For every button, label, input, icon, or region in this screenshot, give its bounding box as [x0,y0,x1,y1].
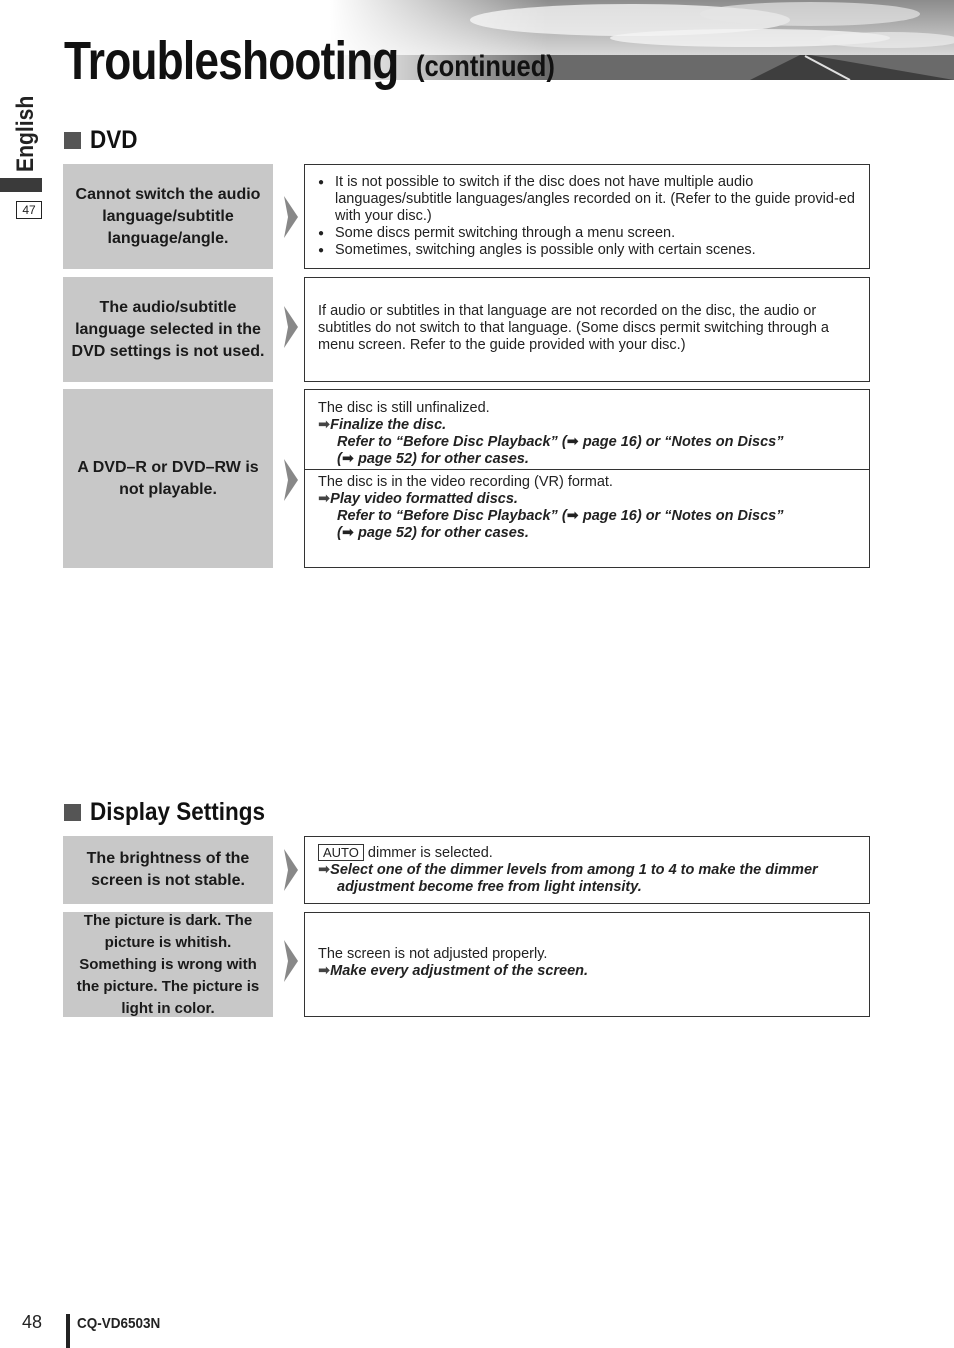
right-arrow-icon [282,196,300,238]
solution-part: The disc is in the video recording (VR) format. ➡Play video formatted discs. Refer to “Before Disc Playback” (➡ page 16) or “Notes on Discs” (➡ page 52) for other cases. [305,470,869,542]
note-text: (➡ page 52) for other cases. [337,451,529,467]
note-text: (➡ page 52) for other cases. [337,525,529,541]
cause-text: The disc is still unfinalized. [318,400,490,416]
problem-box: Cannot switch the audio language/subtitle language/angle. [63,164,273,269]
side-page-reference: 47 [16,201,42,219]
auto-label: AUTO [318,844,364,861]
bullet-item: ● It is not possible to switch if the disc does not have multiple audio languages/subtitle languages/angles recorded on it. (Refer to the guide provid-ed with your disc.) [318,174,859,225]
section-heading-display-settings: Display Settings [64,798,285,827]
right-arrow-icon [282,940,300,982]
right-arrow-icon [282,849,300,891]
action-text: Select one of the dimmer levels from among 1 to 4 to make the dimmer [330,862,818,878]
model-number: CQ-VD6503N [77,1315,161,1332]
cause-text: The screen is not adjusted properly. [318,946,548,962]
problem-box: The audio/subtitle language selected in the DVD settings is not used. [63,277,273,382]
action-text: adjustment become free from light intensity. [337,879,642,895]
note-text: Refer to “Before Disc Playback” (➡ page 16) or “Notes on Discs” [337,508,784,524]
footer-bar [66,1314,70,1348]
square-icon [64,132,81,149]
cause-text: dimmer is selected. [367,845,493,861]
solution-part: The disc is still unfinalized. ➡Finalize the disc. Refer to “Before Disc Playback” (➡ page 16) or “Notes on Discs” (➡ page 52) for other cases. [305,390,869,469]
solution-box: AUTO dimmer is selected. ➡Select one of the dimmer levels from among 1 to 4 to make the dimmer adjustment become free from light intensity. [304,836,870,904]
right-arrow-icon [282,459,300,501]
right-arrow-icon [282,306,300,348]
cause-text: The disc is in the video recording (VR) format. [318,474,613,490]
action-text: Make every adjustment of the screen. [330,963,589,979]
bullet-item: ● Sometimes, switching angles is possible only with certain scenes. [318,242,859,259]
square-icon [64,804,81,821]
page-title-main: Troubleshooting [64,31,399,91]
note-text: Refer to “Before Disc Playback” (➡ page 16) or “Notes on Discs” [337,434,784,450]
solution-box: The screen is not adjusted properly. ➡Make every adjustment of the screen. [304,912,870,1017]
problem-box: The picture is dark. The picture is whitish. Something is wrong with the picture. The picture is light in color. [63,912,273,1017]
solution-text: If audio or subtitles in that language are not recorded on the disc, the audio or subtitles do not switch to that language. (Some discs permit switching through a menu screen. Refer to the guide provided with your disc.) [318,303,829,353]
page-number: 48 [22,1312,43,1332]
section-heading-dvd: DVD [64,126,143,155]
solution-box [304,164,870,269]
language-tab-label: English [12,95,39,172]
problem-box: The brightness of the screen is not stable. [63,836,273,904]
action-text: Play video formatted discs. [330,491,518,507]
action-text: Finalize the disc. [330,417,447,433]
page-title-suffix: (continued) [416,50,555,83]
solution-box [304,389,870,568]
language-tab-bar [0,178,42,192]
bullet-item: ● Some discs permit switching through a menu screen. [318,225,859,242]
solution-box [304,277,870,382]
problem-box: A DVD–R or DVD–RW is not playable. [63,389,273,568]
page-title [64,30,555,92]
